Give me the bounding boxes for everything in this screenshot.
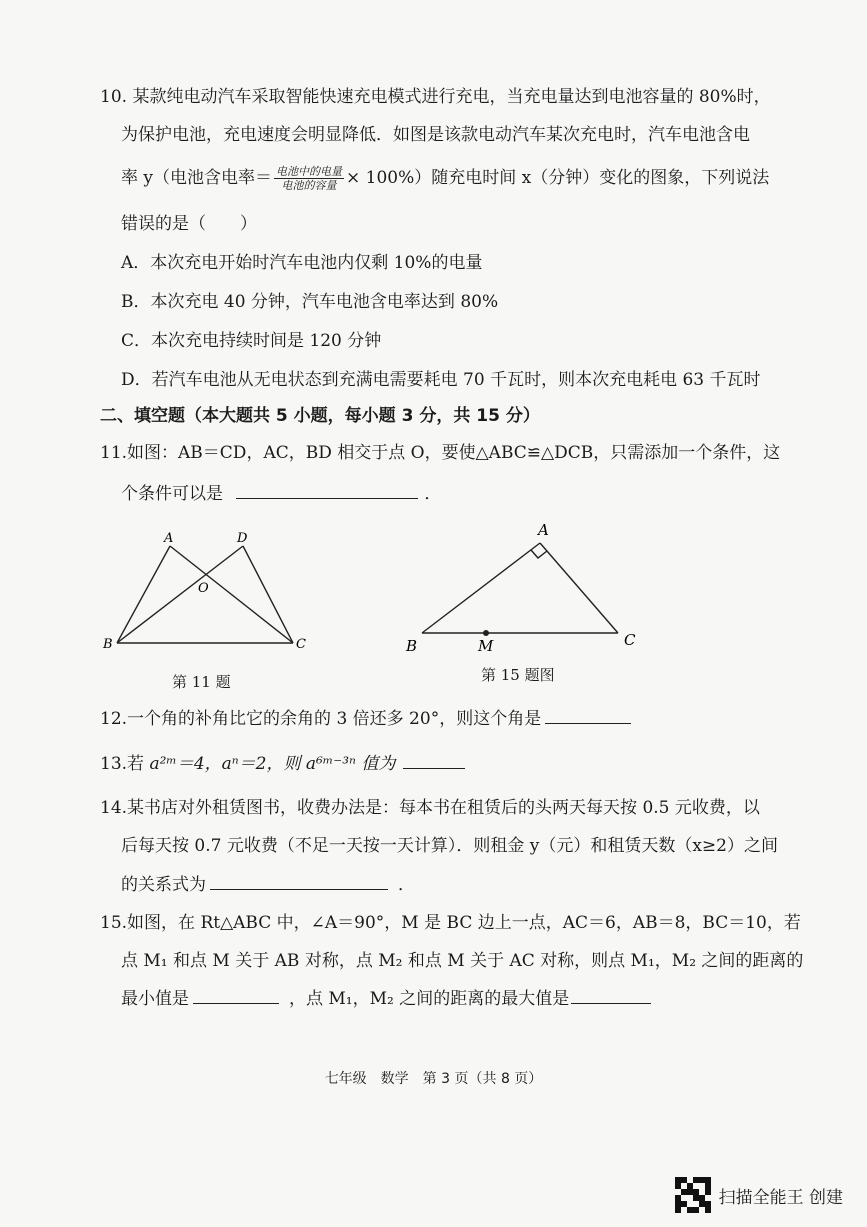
- segment-bd: [117, 546, 243, 643]
- page-footer: 七年级 数学 第 3 页（共 8 页）: [324, 1071, 543, 1087]
- label-d: D: [237, 531, 248, 546]
- point-m: [483, 630, 489, 636]
- figure-15-diagram: [400, 515, 650, 660]
- segment-dc: [243, 546, 293, 643]
- q14-line3: [121, 873, 415, 896]
- label-b: B: [103, 637, 113, 652]
- q15-line1: 15.如图，在 Rt△ABC 中，∠A＝90°，M 是 BC 边上一点，AC＝6，AB＝8，BC＝10，若: [100, 913, 801, 933]
- q14-line3-end: ．: [398, 875, 415, 895]
- q15-line3-a: 最小值是: [121, 989, 189, 1009]
- figure-11-diagram: [95, 530, 325, 660]
- q10-line3-pre: 率 y（电池含电率＝: [121, 168, 273, 188]
- q10-line3-post: × 100%）随充电时间 x（分钟）变化的图象，下列说法: [346, 168, 770, 188]
- q14-line1: 14.某书店对外租赁图书，收费办法是：每本书在租赁后的头两天每天按 0.5 元收费，以: [100, 798, 760, 818]
- q12-line: [100, 707, 631, 730]
- charge-rate-fraction: [274, 165, 344, 192]
- q10-option-d: D．若汽车电池从无电状态到充满电需要耗电 70 千瓦时，则本次充电耗电 63 千瓦时: [121, 370, 761, 390]
- q10-line4: 错误的是（ ）: [121, 214, 257, 234]
- segment-ac: [170, 546, 293, 643]
- segment-ac: [540, 543, 618, 633]
- q15-line2: 点 M₁ 和点 M 关于 AB 对称，点 M₂ 和点 M 关于 AC 对称，则点 M₁，M₂ 之间的距离的: [121, 951, 804, 971]
- q13-pre: 13.若: [100, 754, 150, 774]
- q10-option-c: C．本次充电持续时间是 120 分钟: [121, 331, 382, 351]
- q12-answer-blank[interactable]: [545, 707, 631, 724]
- watermark-text: 扫描全能王 创建: [718, 1187, 843, 1208]
- q10-line3: [121, 165, 769, 192]
- label-c: C: [624, 631, 636, 649]
- qr-code-icon: [675, 1177, 711, 1213]
- q11-line2: [121, 482, 441, 505]
- q12-text: 12.一个角的补角比它的余角的 3 倍还多 20°，则这个角是: [100, 709, 542, 729]
- q15-min-answer-blank[interactable]: [193, 987, 279, 1004]
- q11-answer-blank[interactable]: [236, 482, 418, 499]
- q15-max-answer-blank[interactable]: [571, 987, 651, 1004]
- label-o: O: [198, 581, 209, 596]
- q14-line3-text: 的关系式为: [121, 875, 206, 895]
- q10-line2: 为保护电池，充电速度会明显降低．如图是该款电动汽车某次充电时，汽车电池含电: [121, 125, 750, 145]
- label-a: A: [164, 531, 174, 546]
- label-c: C: [296, 637, 306, 652]
- q10-option-a: A．本次充电开始时汽车电池内仅剩 10%的电量: [121, 253, 483, 273]
- q14-answer-blank[interactable]: [210, 873, 388, 890]
- q11-line2-text: 个条件可以是: [121, 484, 223, 504]
- q10-option-b: B．本次充电 40 分钟，汽车电池含电率达到 80%: [121, 292, 499, 312]
- segment-ba: [117, 546, 170, 643]
- label-a: A: [538, 521, 549, 539]
- label-b: B: [406, 637, 418, 655]
- fraction-numerator: 电池中的电量: [276, 165, 343, 178]
- q13-line: [100, 752, 465, 775]
- figure-11-caption: 第 11 题: [172, 673, 231, 691]
- q13-expression: a²ᵐ＝4，aⁿ＝2，则 a⁶ᵐ⁻³ⁿ 值为: [149, 754, 396, 774]
- q14-line2: 后每天按 0.7 元收费（不足一天按一天计算）．则租金 y（元）和租赁天数（x≥2）之间: [121, 836, 778, 856]
- q11-line1: 11.如图：AB＝CD，AC，BD 相交于点 O，要使△ABC≌△DCB，只需添加一个条件，这: [100, 443, 781, 463]
- scanner-watermark: [675, 1177, 843, 1213]
- fraction-denominator: 电池的容量: [281, 179, 337, 192]
- segment-ba: [422, 543, 540, 633]
- label-m: M: [478, 637, 494, 655]
- q13-answer-blank[interactable]: [403, 752, 465, 769]
- section-fill-in-title: 二、填空题（本大题共 5 小题，每小题 3 分，共 15 分）: [100, 406, 540, 426]
- q15-line3: [121, 987, 651, 1010]
- q10-line1: 10. 某款纯电动汽车采取智能快速充电模式进行充电，当充电量达到电池容量的 80%时，: [100, 87, 771, 107]
- right-angle-mark: [531, 550, 547, 558]
- q15-line3-b: ，点 M₁，M₂ 之间的距离的最大值是: [289, 989, 570, 1009]
- figure-15-caption: 第 15 题图: [481, 666, 555, 684]
- q11-line2-end: ．: [424, 484, 442, 504]
